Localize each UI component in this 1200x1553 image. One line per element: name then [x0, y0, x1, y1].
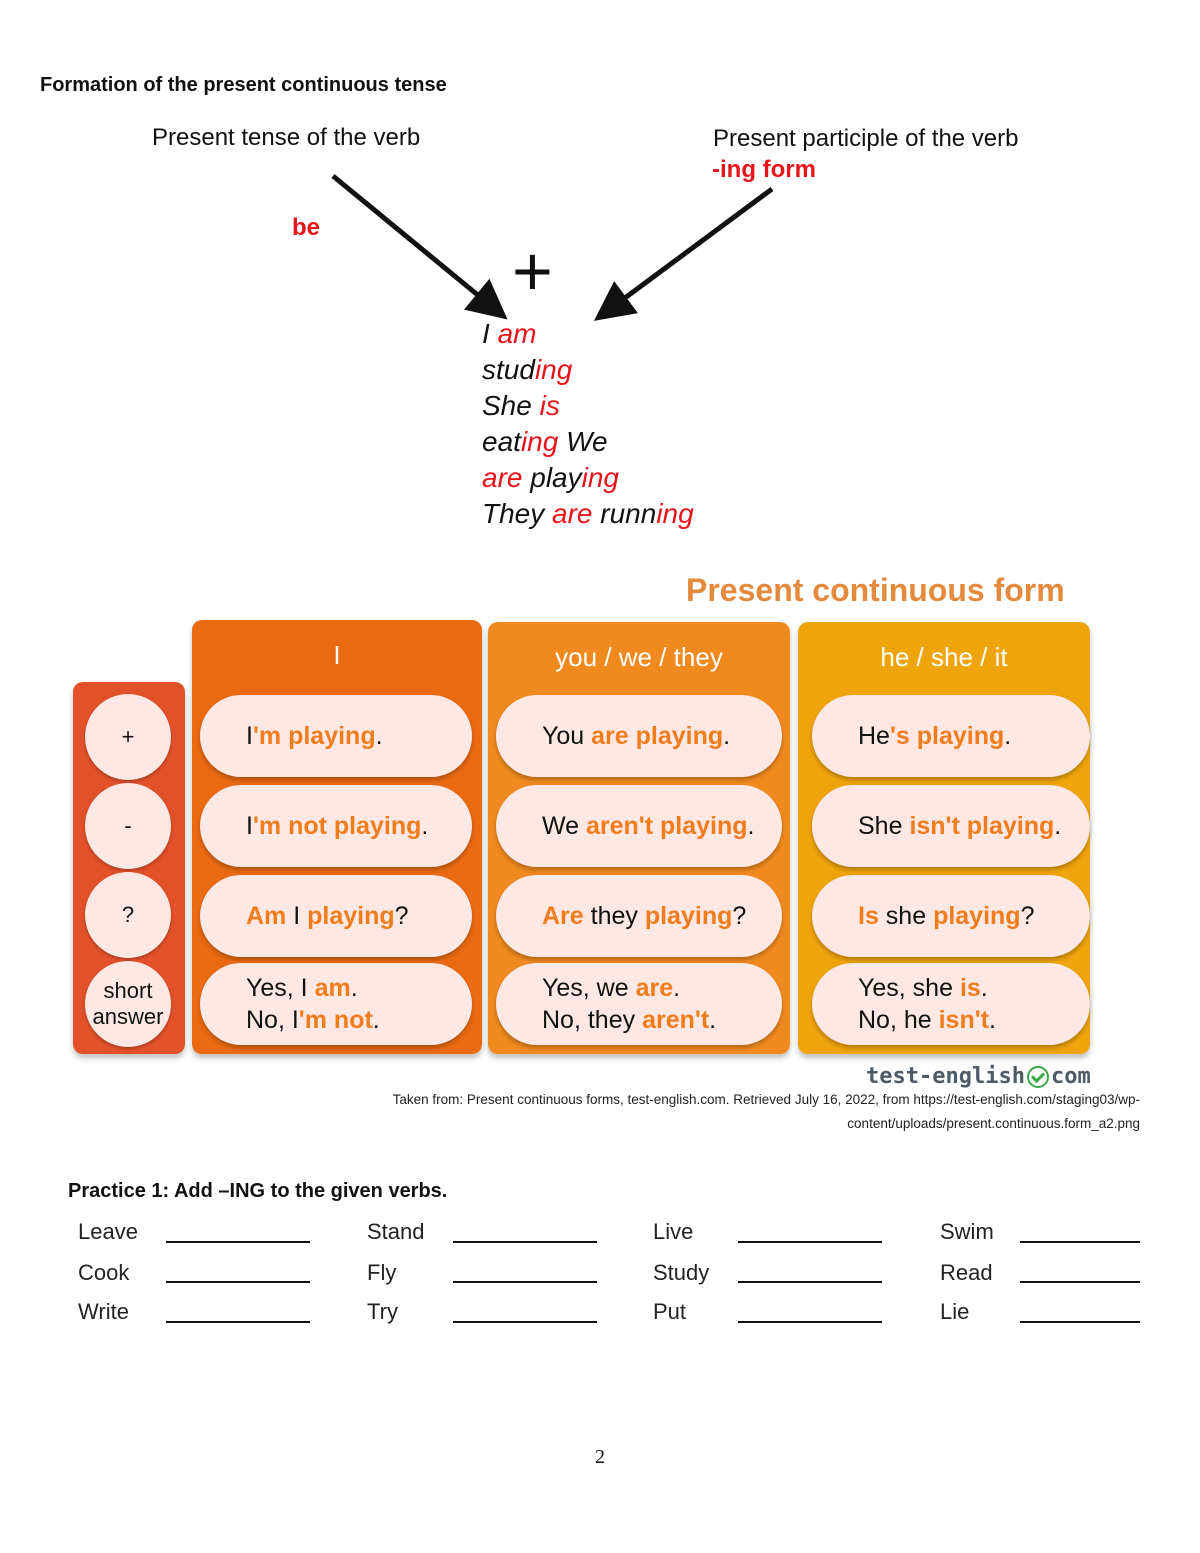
left-arrow	[333, 176, 496, 310]
verb-label: Try	[367, 1299, 398, 1324]
cell-they-question: Are they playing ?	[496, 875, 782, 957]
verb-label: Stand	[367, 1219, 425, 1244]
verb-label: Live	[653, 1219, 694, 1244]
cell-he-positive: He 's playing .	[812, 695, 1090, 777]
verb-label: Cook	[78, 1260, 130, 1285]
answer-blank[interactable]	[1020, 1281, 1140, 1283]
answer-blank[interactable]	[1020, 1241, 1140, 1243]
row-label-column	[73, 682, 185, 1054]
test-english-logo: test-english com	[866, 1064, 1091, 1089]
cell-she-negative: She isn't playing .	[812, 785, 1090, 867]
present-participle-label: Present participle of the verb	[713, 125, 1019, 152]
answer-blank[interactable]	[1020, 1321, 1140, 1323]
verb-label: Write	[78, 1299, 129, 1324]
source-citation-line-1: Taken from: Present continuous forms, test-english.com. Retrieved July 16, 2022, from https://test-english.com/staging03/wp-	[392, 1092, 1140, 1107]
verb-label: Study	[653, 1260, 710, 1285]
verb-label: Lie	[940, 1299, 970, 1324]
example-line-6: They are running	[482, 498, 694, 529]
example-line-1: I am	[482, 318, 537, 349]
answer-blank[interactable]	[166, 1241, 310, 1243]
cell-i-negative: I 'm not playing .	[200, 785, 472, 867]
verb-label: Swim	[940, 1219, 994, 1244]
answer-blank[interactable]	[453, 1321, 597, 1323]
verb-label: Fly	[367, 1260, 397, 1285]
column-header-he-she-it: he / she / it	[880, 642, 1008, 672]
example-sentences	[482, 316, 694, 532]
cell-i-question: Am I playing ?	[200, 875, 472, 957]
section-heading: Formation of the present continuous tense	[40, 74, 447, 96]
practice-title: Practice 1: Add –ING to the given verbs.	[68, 1180, 448, 1202]
ing-form-label: -ing form	[712, 156, 816, 183]
example-line-4: eating We	[482, 426, 608, 457]
column-header-i: I	[333, 640, 341, 670]
column-header-you-we-they: you / we / they	[555, 642, 723, 672]
cell-she-he-short-answer: Yes, she is. No, he isn't.	[812, 963, 1090, 1045]
column-he-she-it	[798, 622, 1090, 1054]
example-line-5: are playing	[482, 462, 619, 493]
row-label-positive: +	[85, 694, 171, 780]
answer-blank[interactable]	[738, 1281, 882, 1283]
answer-blank[interactable]	[453, 1281, 597, 1283]
cell-we-negative: We aren't playing .	[496, 785, 782, 867]
example-line-2: studing	[482, 354, 573, 385]
answer-blank[interactable]	[453, 1241, 597, 1243]
verb-label: Put	[653, 1299, 687, 1324]
cell-i-positive: I 'm playing .	[200, 695, 472, 777]
be-label: be	[292, 214, 321, 241]
cell-i-short-answer: Yes, I am. No, I'm not.	[200, 963, 472, 1045]
example-line-3: She is	[482, 390, 560, 421]
answer-blank[interactable]	[738, 1241, 882, 1243]
page-number: 2	[595, 1446, 605, 1468]
verb-label: Leave	[78, 1219, 138, 1244]
cell-we-they-short-answer: Yes, we are. No, they aren't.	[496, 963, 782, 1045]
row-label-negative: -	[85, 783, 171, 869]
answer-blank[interactable]	[166, 1281, 310, 1283]
verb-label: Read	[940, 1260, 993, 1285]
plus-sign: +	[512, 232, 553, 310]
column-i	[192, 620, 482, 1054]
row-label-short-answer: short answer	[85, 961, 171, 1047]
form-table-title: Present continuous form	[686, 572, 1065, 608]
answer-blank[interactable]	[166, 1321, 310, 1323]
present-tense-label: Present tense of the verb	[152, 124, 421, 151]
source-citation-line-2: content/uploads/present.continuous.form_a2.png	[847, 1116, 1140, 1131]
cell-you-positive: You are playing .	[496, 695, 782, 777]
answer-blank[interactable]	[738, 1321, 882, 1323]
row-label-question: ?	[85, 872, 171, 958]
checkmark-icon	[1027, 1066, 1049, 1088]
arrows-diagram	[0, 0, 1200, 340]
right-arrow	[606, 189, 772, 312]
column-you-we-they	[488, 622, 790, 1054]
cell-she-question: Is she playing ?	[812, 875, 1090, 957]
